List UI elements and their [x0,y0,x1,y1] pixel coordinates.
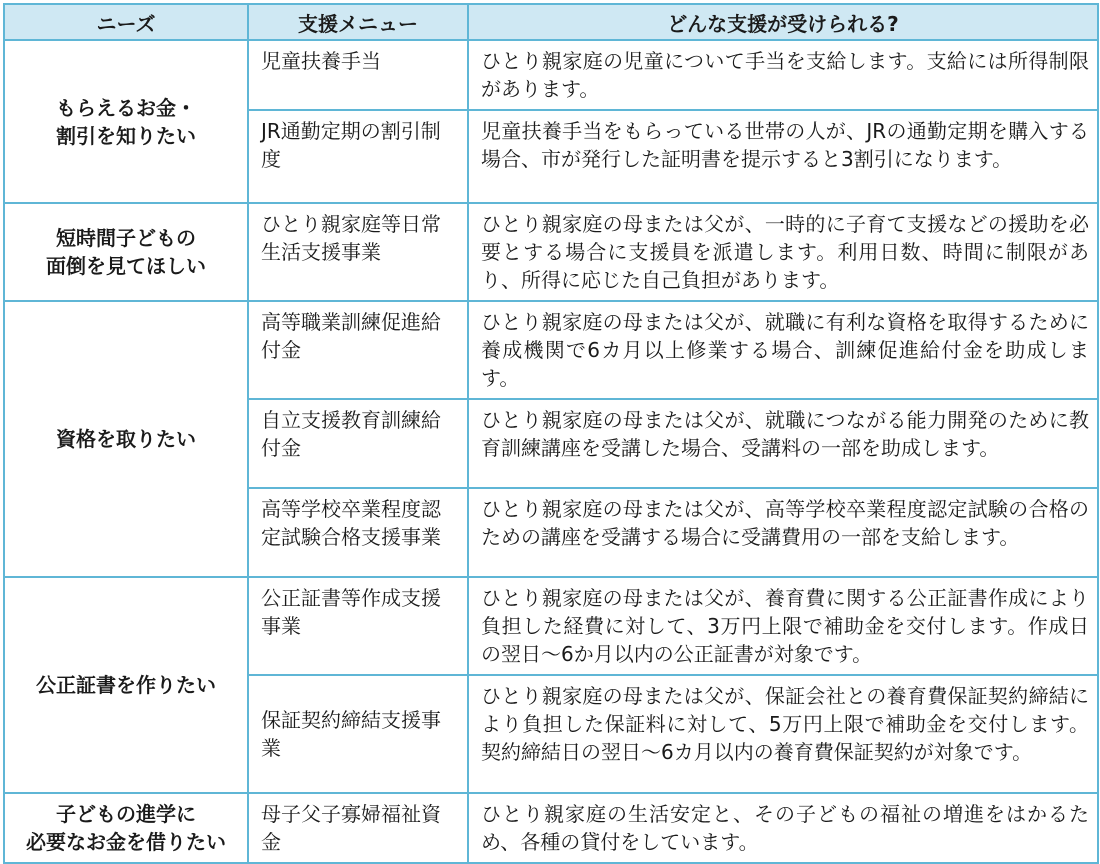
desc-cell: ひとり親家庭の母または父が、就職に有利な資格を取得するために養成機関で6カ月以上修業する場合、訓練促進給付金を助成します。 [468,301,1098,399]
desc-cell: ひとり親家庭の児童について手当を支給します。支給には所得制限があります。 [468,40,1098,110]
desc-cell: ひとり親家庭の生活安定と、その子どもの福祉の増進をはかるため、各種の貸付をしています。 [468,793,1098,863]
menu-cell: 母子父子寡婦福祉資金 [248,793,468,863]
need-label: 割引を知りたい [56,123,196,148]
table-row [4,577,1098,675]
need-label: 資格を取りたい [56,427,196,451]
table-row [4,301,1098,399]
desc-cell: ひとり親家庭の母または父が、保証会社との養育費保証契約締結により負担した保証料に対して、5万円上限で補助金を交付します。契約締結日の翌日～6カ月以内の養育費保証契約が対象です。 [468,675,1098,793]
table-header-row [4,4,1098,40]
menu-cell: 公正証書等作成支援事業 [248,577,468,675]
desc-cell: ひとり親家庭の母または父が、就職につながる能力開発のために教育訓練講座を受講した場合、受講料の一部を助成します。 [468,399,1098,488]
header-menu: 支援メニュー [248,4,468,40]
need-label: 必要なお金を借りたい [26,830,226,854]
menu-cell: 自立支援教育訓練給付金 [248,399,468,488]
need-cell [4,577,248,793]
header-what: どんな支援が受けられる? [468,4,1098,40]
desc-cell: 児童扶養手当をもらっている世帯の人が、JRの通勤定期を購入する場合、市が発行した証明書を提示すると3割引になります。 [468,110,1098,203]
table-row [4,40,1098,110]
need-label: 子どもの進学に [56,802,196,826]
menu-cell: ひとり親家庭等日常生活支援事業 [248,203,468,301]
need-cell [4,301,248,577]
need-label: 短時間子どもの [56,226,196,250]
menu-cell: 児童扶養手当 [248,40,468,110]
menu-cell: 保証契約締結支援事業 [248,675,468,793]
need-cell [4,203,248,301]
need-label: もらえるお金・ [56,95,196,120]
table-row [4,793,1098,863]
need-cell [4,40,248,203]
need-cell [4,793,248,863]
need-label: 公正証書を作りたい [36,673,216,697]
menu-cell: JR通勤定期の割引制度 [248,110,468,203]
support-table [3,3,1099,864]
need-label: 面倒を見てほしい [46,254,206,278]
table-row [4,203,1098,301]
header-needs: ニーズ [4,4,248,40]
menu-cell: 高等学校卒業程度認定試験合格支援事業 [248,488,468,577]
desc-cell: ひとり親家庭の母または父が、養育費に関する公正証書作成により負担した経費に対して、3万円上限で補助金を交付します。作成日の翌日～6か月以内の公正証書が対象です。 [468,577,1098,675]
desc-cell: ひとり親家庭の母または父が、一時的に子育て支援などの援助を必要とする場合に支援員を派遣します。利用日数、時間に制限があり、所得に応じた自己負担があります。 [468,203,1098,301]
menu-cell: 高等職業訓練促進給付金 [248,301,468,399]
desc-cell: ひとり親家庭の母または父が、高等学校卒業程度認定試験の合格のための講座を受講する場合に受講費用の一部を支給します。 [468,488,1098,577]
